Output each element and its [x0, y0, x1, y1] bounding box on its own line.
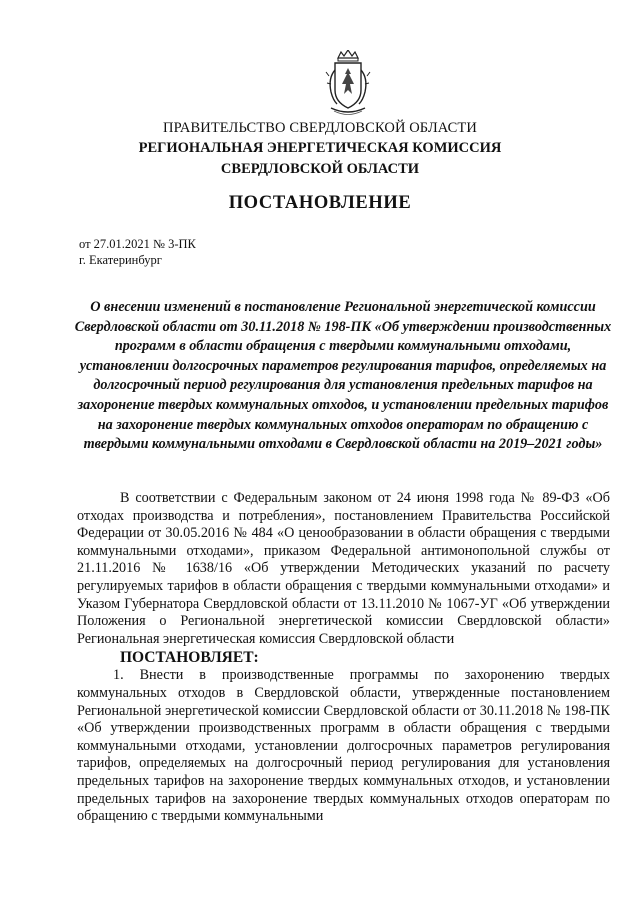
- government-name: ПРАВИТЕЛЬСТВО СВЕРДЛОВСКОЙ ОБЛАСТИ: [163, 120, 477, 136]
- document-date-number: от 27.01.2021 № 3-ПК: [79, 237, 196, 251]
- document-type-heading: ПОСТАНОВЛЕНИЕ: [228, 193, 412, 213]
- coat-of-arms-icon: [325, 50, 371, 116]
- commission-name: РЕГИОНАЛЬНАЯ ЭНЕРГЕТИЧЕСКАЯ КОМИССИЯ: [138, 140, 502, 156]
- decree-heading: ПОСТАНОВЛЯЕТ:: [120, 649, 259, 667]
- preamble-paragraph: В соответствии с Федеральным законом от 24 июня 1998 года № 89-ФЗ «Об отходах производства и потребления», постановлением Правительства Российской Федерации от 30.05.2016 № 484 «О ценообразовании в области обращения с твердыми коммунальными отходами», приказом Федеральной антимонопольной службы от 21.11.2016 № 1638/16 «Об утверждении Методических указаний по расчету регулируемых тарифов в области обращения с твердыми коммунальными отходами» и Указом Губернатора Свердловской области от 13.11.2010 № 1067-УГ «Об утверждении Положения о Региональной энергетической комиссии Свердловской области» Региональная энергетическая комиссия Свердловской области: [77, 490, 610, 647]
- item-1-paragraph: 1. Внести в производственные программы по захоронению твердых коммунальных отходов в Свердловской области, утвержденные постановлением Региональной энергетической комиссии Свердловской области от 30.11.2018 № 198-ПК «Об утверждении производственных программ в области обращения с твердыми коммунальными отходами, установлении долгосрочных параметров регулирования тарифов, определяемых на долгосрочный период регулирования для установления предельных тарифов на захоронение твердых коммунальных отходов, и установлении предельных тарифов на захоронение твердых коммунальных отходов операторам по обращению с твердыми коммунальными: [77, 667, 610, 825]
- region-name: СВЕРДЛОВСКОЙ ОБЛАСТИ: [220, 161, 420, 177]
- document-title: О внесении изменений в постановление Региональной энергетической комиссии Свердловской области от 30.11.2018 № 198-ПК «Об утверждении производственных программ в области обращения с твердыми коммунальными отходами, установлении долгосрочных параметров регулирования тарифов, определяемых на долгосрочный период регулирования для установления предельных тарифов на захоронение твердых коммунальных отходов, и установлении предельных тарифов на захоронение твердых коммунальных отходов операторам по обращению с твердыми коммунальными отходами в Свердловской области на 2019–2021 годы»: [74, 299, 612, 453]
- document-city: г. Екатеринбург: [79, 253, 162, 267]
- document-body: [77, 490, 610, 826]
